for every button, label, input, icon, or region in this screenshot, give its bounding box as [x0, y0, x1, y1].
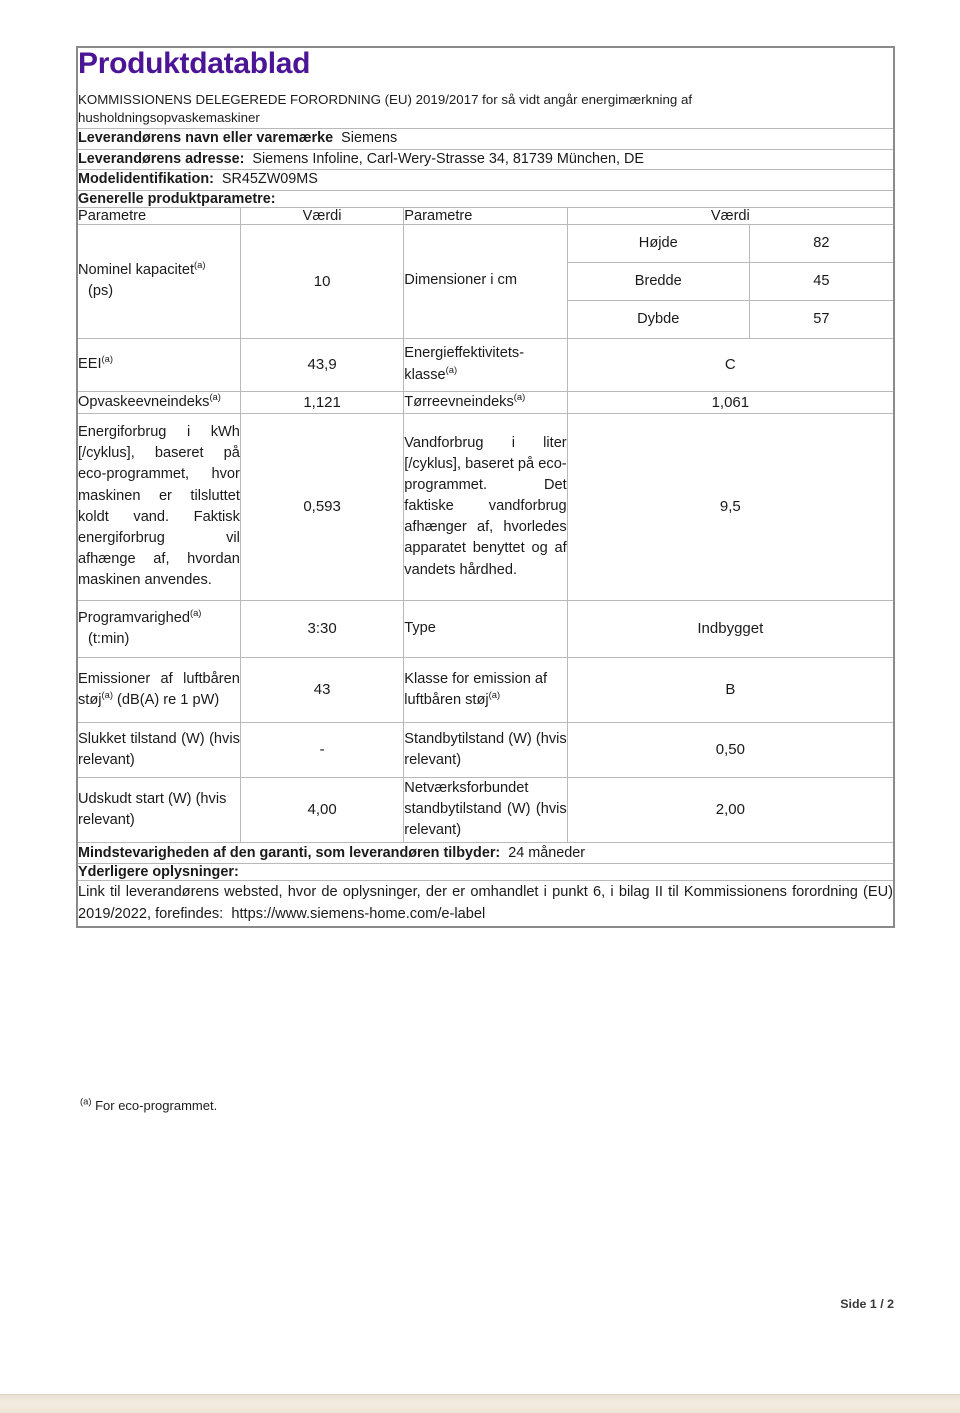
- header-value-left: Værdi: [240, 207, 403, 224]
- dimension-row-height: [568, 225, 893, 263]
- value-water-consumption: 9,5: [567, 413, 894, 600]
- value-type: Indbygget: [567, 600, 894, 657]
- param-noise-class-text: Klasse for emission af luftbåren støj: [404, 670, 548, 708]
- value-wash-index: 1,121: [240, 391, 403, 413]
- param-noise-emissions-unit: (dB(A) re 1 pW): [112, 691, 220, 708]
- param-standby-mode: Standbytilstand (W) (hvis relevant): [404, 722, 567, 777]
- footnote-ref: (a): [101, 353, 113, 365]
- link-cell: [77, 880, 894, 927]
- value-dimensions-cell: [567, 224, 894, 338]
- table-row: [77, 722, 894, 777]
- dimension-value-depth: 57: [749, 300, 893, 338]
- value-dry-index: 1,061: [567, 391, 894, 413]
- param-noise-class: [404, 657, 567, 722]
- supplier-name-label: Leverandørens navn eller varemærke: [78, 130, 334, 147]
- model-cell: [77, 170, 894, 190]
- product-datasheet-table: [76, 46, 895, 928]
- value-nominal-capacity: 10: [240, 224, 403, 338]
- value-program-duration: 3:30: [240, 600, 403, 657]
- table-row: [77, 777, 894, 842]
- footnote-ref: (a): [209, 390, 221, 402]
- param-eei-text: EEI: [78, 355, 102, 372]
- page-title: Produktdatablad: [78, 47, 311, 80]
- table-footnote: [80, 1095, 218, 1113]
- dimension-row-depth: [568, 300, 893, 338]
- param-dry-index: [404, 391, 567, 413]
- footnote-ref: (a): [488, 688, 501, 700]
- header-value-right: Værdi: [567, 207, 894, 224]
- footnote-text: For eco-programmet.: [95, 1098, 218, 1113]
- param-program-duration-unit: (t:min): [88, 630, 130, 647]
- param-networked-standby: Netværksforbundet standbytilstand (W) (hvis relevant): [404, 777, 567, 842]
- value-networked-standby: 2,00: [567, 777, 894, 842]
- model-value: SR45ZW09MS: [221, 171, 318, 188]
- title-row: [77, 47, 894, 129]
- supplier-address-cell: [77, 149, 894, 169]
- param-nominal-capacity-unit: (ps): [88, 283, 114, 300]
- param-delayed-start: Udskudt start (W) (hvis relevant): [77, 777, 240, 842]
- dimensions-subtable: [568, 225, 893, 338]
- footnote-ref: (a): [189, 606, 202, 618]
- dimension-row-width: [568, 262, 893, 300]
- value-delayed-start: 4,00: [240, 777, 403, 842]
- dimension-value-width: 45: [749, 262, 893, 300]
- param-program-duration-text: Programvarighed: [78, 609, 190, 626]
- value-noise-class: B: [567, 657, 894, 722]
- table-row: [77, 657, 894, 722]
- warranty-cell: [77, 842, 894, 863]
- link-description: Link til leverandørens websted, hvor de oplysninger, der er omhandlet i punkt 6, i bilag II til Kommissionens forordning (EU) 2019/2022, forefindes:: [78, 883, 893, 923]
- supplier-address-value: Siemens Infoline, Carl-Wery-Strasse 34, 81739 München, DE: [252, 150, 645, 167]
- model-row: [77, 170, 894, 190]
- table-row: [77, 224, 894, 338]
- link-row: [77, 880, 894, 927]
- general-params-row: [77, 190, 894, 207]
- warranty-value: 24 måneder: [508, 844, 586, 861]
- further-info-row: [77, 863, 894, 880]
- supplier-address-label: Leverandørens adresse:: [78, 150, 245, 167]
- param-energy-class-text: Energieffektivitets-klasse: [404, 345, 525, 383]
- param-energy-consumption: Energiforbrug i kWh [/cyklus], baseret på eco-programmet, hvor maskinen er tilsluttet koldt vand. Faktisk energiforbrug vil afhænge af, hvordan maskinen anvendes.: [77, 413, 240, 600]
- param-energy-class: [404, 338, 567, 391]
- warranty-label: Mindstevarigheden af den garanti, som leverandøren tilbyder:: [78, 844, 501, 861]
- param-wash-index-text: Opvaskeevneindeks: [78, 393, 210, 410]
- param-eei: [77, 338, 240, 391]
- dimension-label-depth: Dybde: [568, 300, 750, 338]
- footnote-ref: (a): [194, 259, 206, 271]
- param-program-duration: [77, 600, 240, 657]
- further-info-heading: Yderligere oplysninger:: [77, 863, 894, 880]
- supplier-website-link[interactable]: https://www.siemens-home.com/e-label: [231, 906, 486, 923]
- warranty-row: [77, 842, 894, 863]
- table-row: [77, 391, 894, 413]
- table-row: [77, 338, 894, 391]
- table-row: [77, 413, 894, 600]
- param-dimensions: Dimensioner i cm: [404, 224, 567, 338]
- dimension-label-height: Højde: [568, 225, 750, 263]
- param-nominal-capacity-text: Nominel kapacitet: [78, 261, 194, 278]
- model-label: Modelidentifikation:: [78, 171, 214, 188]
- value-energy-class: C: [567, 338, 894, 391]
- param-water-consumption: Vandforbrug i liter [/cyklus], baseret på eco-programmet. Det faktiske vandforbrug afhænger af, hvorledes apparatet benyttet og af vandets hårdhed.: [404, 413, 567, 600]
- table-header-row: [77, 207, 894, 224]
- value-off-mode: -: [240, 722, 403, 777]
- param-nominal-capacity: [77, 224, 240, 338]
- supplier-name-value: Siemens: [341, 130, 398, 147]
- page-bottom-edge: [0, 1394, 960, 1413]
- footnote-ref: (a): [445, 363, 458, 375]
- value-standby-mode: 0,50: [567, 722, 894, 777]
- param-wash-index: [77, 391, 240, 413]
- regulation-subtitle: KOMMISSIONENS DELEGEREDE FORORDNING (EU) 2019/2017 for så vidt angår energimærkning af husholdningsopvaskemaskiner: [78, 91, 693, 126]
- param-off-mode: Slukket tilstand (W) (hvis relevant): [77, 722, 240, 777]
- page-number: Side 1 / 2: [840, 1297, 894, 1311]
- header-param-left: Parametre: [77, 207, 240, 224]
- footnote-ref: (a): [101, 688, 113, 700]
- table-row: [77, 600, 894, 657]
- param-type: Type: [404, 600, 567, 657]
- dimension-value-height: 82: [749, 225, 893, 263]
- footnote-ref: (a): [513, 390, 526, 402]
- supplier-address-row: [77, 149, 894, 169]
- supplier-name-row: [77, 129, 894, 149]
- param-dry-index-text: Tørreevneindeks: [404, 393, 514, 410]
- param-noise-emissions: [77, 657, 240, 722]
- header-param-right: Parametre: [404, 207, 567, 224]
- param-noise-emissions-text: Emissioner af luftbåren støj: [78, 670, 240, 708]
- value-noise-emissions: 43: [240, 657, 403, 722]
- datasheet-container: [76, 46, 895, 928]
- value-eei: 43,9: [240, 338, 403, 391]
- supplier-name-cell: [77, 129, 894, 149]
- title-cell: [77, 47, 894, 129]
- footnote-marker: (a): [80, 1095, 92, 1107]
- dimension-label-width: Bredde: [568, 262, 750, 300]
- value-energy-consumption: 0,593: [240, 413, 403, 600]
- general-params-heading: Generelle produktparametre:: [77, 190, 894, 207]
